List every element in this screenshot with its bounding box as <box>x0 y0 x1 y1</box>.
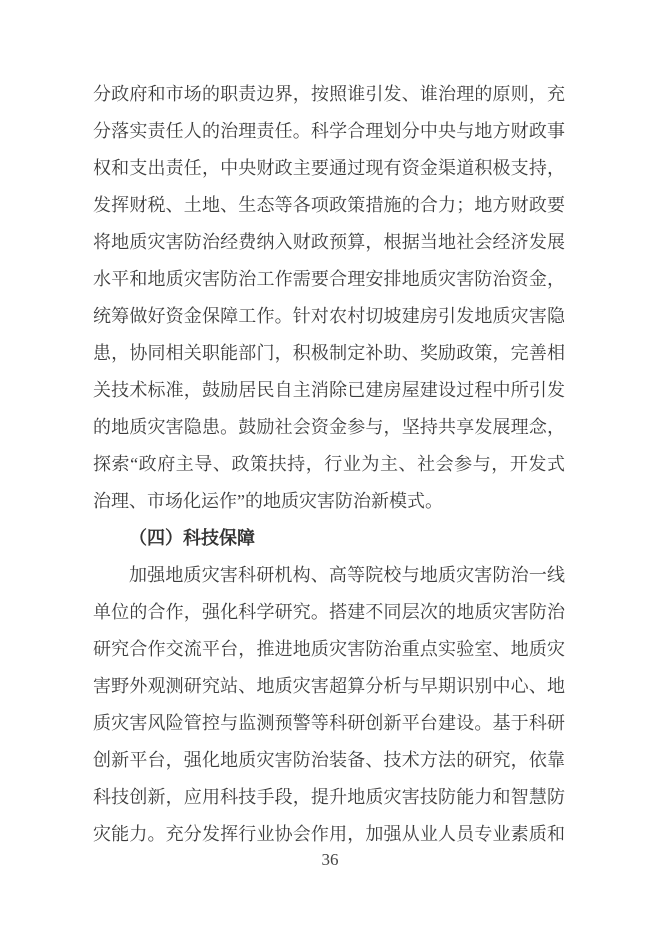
text-line: 探索“政府主导、政策扶持，行业为主、社会参与，开发式 <box>93 454 565 474</box>
document-body <box>93 76 565 853</box>
text-line: 发挥财税、土地、生态等各项政策措施的合力；地方财政要 <box>93 195 565 215</box>
text-line: 害野外观测研究站、地质灾害超算分析与早期识别中心、地 <box>93 676 565 696</box>
paragraph-1 <box>93 76 565 520</box>
page-number: 36 <box>321 850 339 869</box>
text-line: 加强地质灾害科研机构、高等院校与地质灾害防治一线 <box>129 565 565 585</box>
text-line: 水平和地质灾害防治工作需要合理安排地质灾害防治资金， <box>93 269 565 289</box>
text-line: 单位的合作，强化科学研究。搭建不同层次的地质灾害防治 <box>93 602 565 622</box>
paragraph-2 <box>93 557 565 853</box>
text-line: 的地质灾害隐患。鼓励社会资金参与，坚持共享发展理念， <box>93 417 565 437</box>
text-line: 统筹做好资金保障工作。针对农村切坡建房引发地质灾害隐 <box>93 306 565 326</box>
section-heading: （四）科技保障 <box>129 528 255 548</box>
text-line: 分落实责任人的治理责任。科学合理划分中央与地方财政事 <box>93 121 565 141</box>
text-line: 患，协同相关职能部门，积极制定补助、奖励政策，完善相 <box>93 343 565 363</box>
text-line: 将地质灾害防治经费纳入财政预算，根据当地社会经济发展 <box>93 232 565 252</box>
text-line: 创新平台，强化地质灾害防治装备、技术方法的研究，依靠 <box>93 750 565 770</box>
text-line: 关技术标准，鼓励居民自主消除已建房屋建设过程中所引发 <box>93 380 565 400</box>
text-line: 治理、市场化运作”的地质灾害防治新模式。 <box>93 491 443 511</box>
text-line: 权和支出责任，中央财政主要通过现有资金渠道积极支持， <box>93 158 565 178</box>
text-line: 质灾害风险管控与监测预警等科研创新平台建设。基于科研 <box>93 713 565 733</box>
text-line: 研究合作交流平台，推进地质灾害防治重点实验室、地质灾 <box>93 639 565 659</box>
text-line: 科技创新，应用科技手段，提升地质灾害技防能力和智慧防 <box>93 787 565 807</box>
text-line: 分政府和市场的职责边界，按照谁引发、谁治理的原则，充 <box>93 84 565 104</box>
text-line: 灾能力。充分发挥行业协会作用，加强从业人员专业素质和 <box>93 824 565 844</box>
